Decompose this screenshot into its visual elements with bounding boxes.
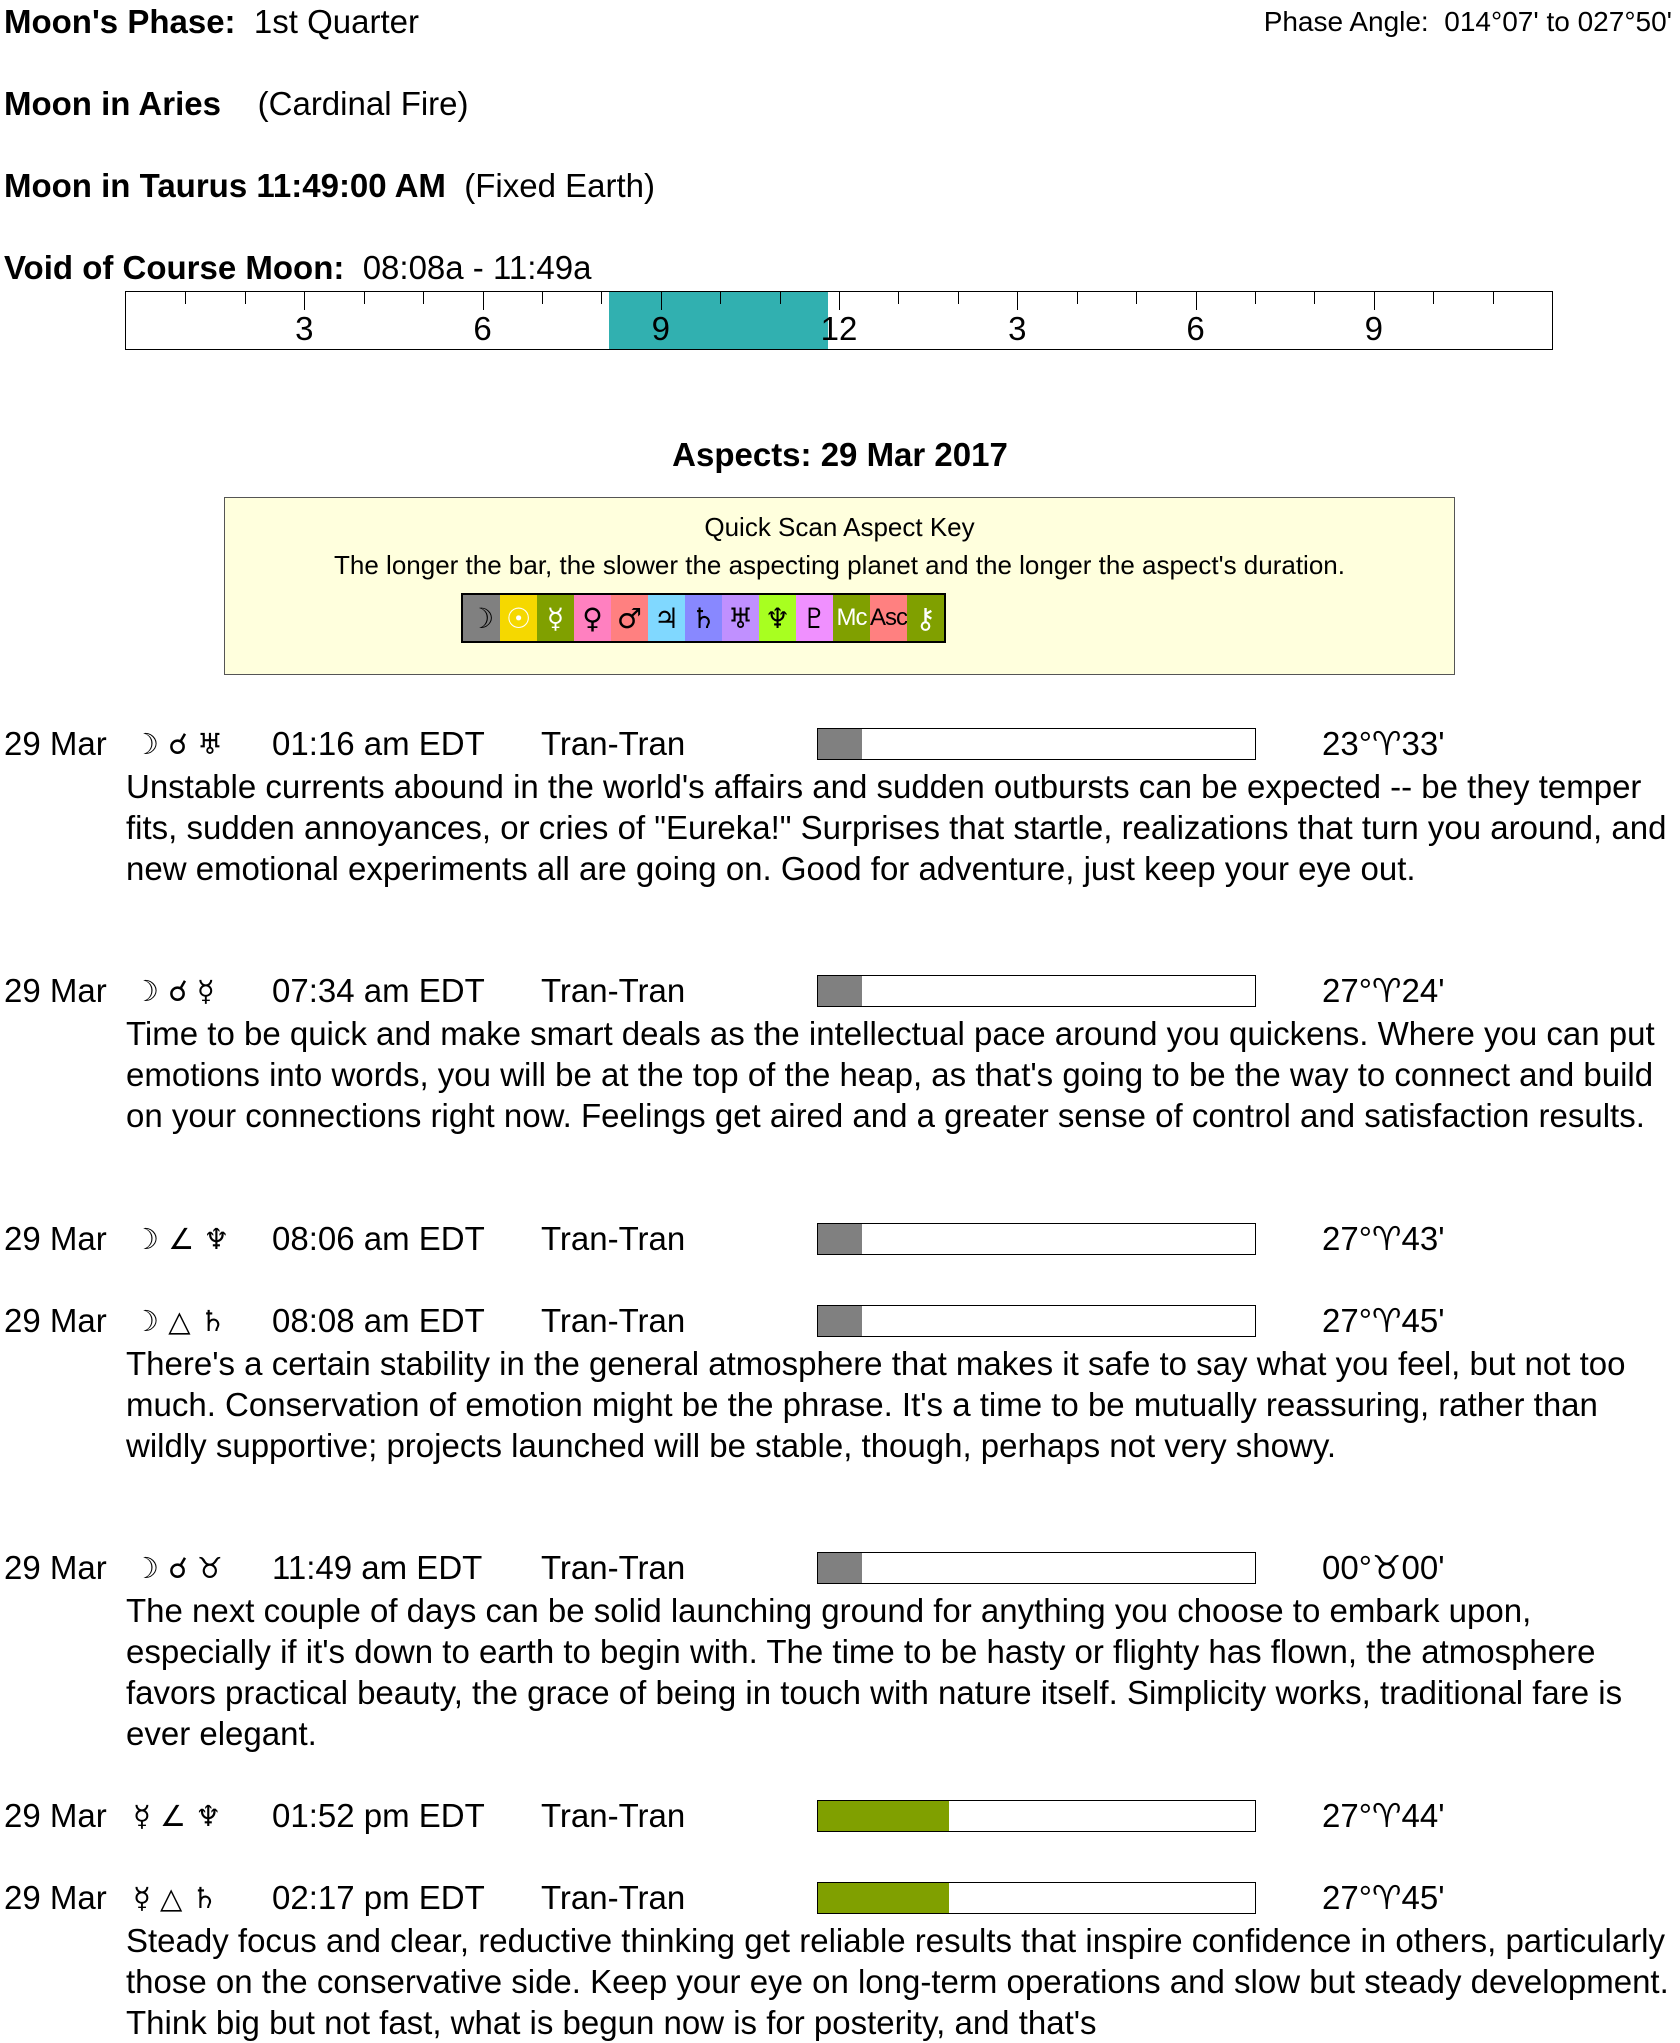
aspect-time: 01:16 am EDT [272,725,485,762]
aspect-position: 27°♈43' [1322,1220,1445,1257]
aspect-description: Steady focus and clear, reductive thinking get reliable results that inspire confidence in others, particularly those on the conservative side. Keep your eye on long-term operations and slow but steady development. Think big but not fast, what is begun now is for posterity, and that's [126,1922,1669,2041]
aspect-time: 02:17 pm EDT [272,1879,485,1916]
moon-key-icon: ☽ [463,595,500,641]
timeline-hour-label: 9 [651,310,670,347]
timeline-hour-tick [958,292,959,304]
timeline-hour-tick [1017,292,1018,310]
timeline-hour-tick [304,292,305,310]
moon-sign-2-label: Moon in Taurus 11:49:00 AM [4,167,446,204]
void-timeline [125,291,1553,350]
uranus-key-icon: ♅ [722,595,759,641]
timeline-hour-tick [839,292,840,310]
duration-bar-fill [818,976,862,1006]
aspect-row [0,1794,1680,1838]
timeline-hour-tick [1493,292,1494,304]
aspect-date: 29 Mar [4,1302,107,1339]
aspect-glyphs-icon: ☽ ∠ ♆ [133,1222,230,1256]
timeline-hour-tick [1314,292,1315,304]
aspect-header [0,1217,1680,1261]
midheaven-key-icon: Mc [833,595,870,641]
duration-bar-fill [818,1883,949,1913]
timeline-hour-tick [1433,292,1434,304]
timeline-hour-tick [364,292,365,304]
aspect-date: 29 Mar [4,1797,107,1834]
aspect-kind: Tran-Tran [541,1549,686,1586]
duration-bar [817,728,1256,760]
aspect-row [0,1876,1680,2043]
jupiter-key-icon: ♃ [648,595,685,641]
aspect-header [0,722,1680,766]
aspect-header [0,969,1680,1013]
aspect-glyphs-icon: ☽ ☌ ♅ [133,727,223,761]
aspects-title: Aspects: 29 Mar 2017 [672,436,1008,473]
aspect-kind: Tran-Tran [541,1302,686,1339]
void-period-bar [609,292,828,349]
aspect-kind: Tran-Tran [541,972,686,1009]
aspect-kind: Tran-Tran [541,725,686,762]
aspect-position: 27°♈24' [1322,972,1445,1009]
aspect-row [0,1299,1680,1466]
ascendant-key-icon: Asc [870,595,907,641]
duration-bar-fill [818,729,862,759]
aspect-glyphs-icon: ☽ ☌ ♉ [133,1551,223,1585]
moon-sign-2-element: (Fixed Earth) [464,167,655,204]
timeline-hour-tick [185,292,186,304]
aspect-date: 29 Mar [4,1549,107,1586]
timeline-hour-tick [1136,292,1137,304]
timeline-hour-tick [601,292,602,304]
aspect-date: 29 Mar [4,1879,107,1916]
timeline-hour-tick [483,292,484,310]
timeline-hour-tick [1196,292,1197,310]
timeline-hour-tick [542,292,543,304]
sun-key-icon: ☉ [500,595,537,641]
duration-bar [817,975,1256,1007]
aspect-time: 11:49 am EDT [272,1549,483,1586]
phase-angle [1264,2,1672,42]
aspect-kind: Tran-Tran [541,1220,686,1257]
aspect-time: 01:52 pm EDT [272,1797,485,1834]
timeline-hour-tick [1255,292,1256,304]
duration-bar [817,1882,1256,1914]
duration-bar-fill [818,1306,862,1336]
phase-angle-label: Phase Angle: [1263,6,1429,37]
duration-bar-fill [818,1553,862,1583]
moon-phase-line [4,2,419,42]
aspect-glyphs-icon: ☿ △ ♄ [133,1881,218,1915]
key-description: The longer the bar, the slower the aspecting planet and the longer the aspect's duration. [334,550,1345,580]
key-title: Quick Scan Aspect Key [704,512,975,542]
aspect-position: 27°♈45' [1322,1879,1445,1916]
phase-angle-value: 014°07' to 027°50' [1444,6,1672,37]
neptune-key-icon: ♆ [759,595,796,641]
timeline-hour-tick [245,292,246,304]
aspect-date: 29 Mar [4,972,107,1009]
moon-sign-1-element: (Cardinal Fire) [257,85,469,122]
void-label: Void of Course Moon: [4,249,345,286]
aspect-time: 07:34 am EDT [272,972,485,1009]
planet-color-key [461,593,946,643]
moon-sign-line-1 [4,84,469,124]
aspect-header [0,1546,1680,1590]
aspect-glyphs-icon: ☿ ∠ ♆ [133,1799,222,1833]
aspect-description: There's a certain stability in the general atmosphere that makes it safe to say what you feel, but not too much. Conservation of emotion might be the phrase. It's a time to be mutually reassuring, rather than wildly supportive; projects launched will be stable, though, perhaps not very showy. [126,1345,1626,1464]
timeline-hour-tick [1374,292,1375,310]
duration-bar [817,1305,1256,1337]
aspect-position: 23°♈33' [1322,725,1445,762]
timeline-hour-tick [661,292,662,310]
aspect-key-box [224,497,1455,675]
timeline-hour-tick [780,292,781,304]
aspect-header [0,1299,1680,1343]
aspect-glyphs-icon: ☽ ☌ ☿ [133,974,215,1008]
timeline-hour-label: 3 [1008,310,1027,347]
chiron-key-icon: ⚷ [907,595,944,641]
aspect-date: 29 Mar [4,1220,107,1257]
moon-sign-line-2 [4,166,655,206]
aspect-position: 27°♈45' [1322,1302,1445,1339]
timeline-hour-label: 9 [1364,310,1383,347]
duration-bar [817,1552,1256,1584]
aspect-time: 08:08 am EDT [272,1302,485,1339]
duration-bar [817,1800,1256,1832]
duration-bar-fill [818,1224,862,1254]
timeline-hour-label: 3 [295,310,314,347]
duration-bar-fill [818,1801,949,1831]
moon-phase-value: 1st Quarter [253,3,419,40]
aspect-description: Time to be quick and make smart deals as the intellectual pace around you quickens. Where you can put emotions into words, you will be at the top of the heap, as that's going to be the way to connect and build on your connections right now. Feelings get aired and a greater sense of control and satisfaction results. [126,1015,1655,1134]
aspect-row [0,1546,1680,1754]
aspect-position: 00°♉00' [1322,1549,1445,1586]
void-value: 08:08a - 11:49a [362,249,592,286]
aspect-header [0,1876,1680,1920]
aspect-position: 27°♈44' [1322,1797,1445,1834]
venus-key-icon: ♀ [574,595,611,641]
aspect-description: The next couple of days can be solid launching ground for anything you choose to embark upon, especially if it's down to earth to begin with. The time to be hasty or flighty has flown, the atmosphere favors practical beauty, the grace of being in touch with nature itself. Simplicity works, traditional fare is ever elegant. [126,1592,1623,1752]
aspect-description: Unstable currents abound in the world's affairs and sudden outbursts can be expected -- be they temper fits, sudden annoyances, or cries of "Eureka!" Surprises that startle, realizations that turn you around, and new emotional experiments all are going on. Good for adventure, just keep your eye out. [126,768,1667,887]
timeline-hour-label: 6 [1186,310,1205,347]
timeline-hour-tick [898,292,899,304]
timeline-hour-label: 6 [473,310,492,347]
mars-key-icon: ♂ [611,595,648,641]
mercury-key-icon: ☿ [537,595,574,641]
timeline-hour-label: 12 [820,310,858,347]
moon-phase-label: Moon's Phase: [4,3,236,40]
saturn-key-icon: ♄ [685,595,722,641]
aspect-header [0,1794,1680,1838]
aspect-date: 29 Mar [4,725,107,762]
timeline-hour-tick [1077,292,1078,304]
pluto-key-icon: ♇ [796,595,833,641]
aspect-row [0,1217,1680,1261]
void-of-course-line [4,248,591,288]
timeline-hour-tick [720,292,721,304]
duration-bar [817,1223,1256,1255]
aspect-row [0,969,1680,1136]
aspect-kind: Tran-Tran [541,1797,686,1834]
aspect-row [0,722,1680,889]
timeline-hour-tick [423,292,424,304]
aspect-glyphs-icon: ☽ △ ♄ [133,1304,226,1338]
aspect-time: 08:06 am EDT [272,1220,485,1257]
aspect-kind: Tran-Tran [541,1879,686,1916]
moon-sign-1-label: Moon in Aries [4,85,221,122]
